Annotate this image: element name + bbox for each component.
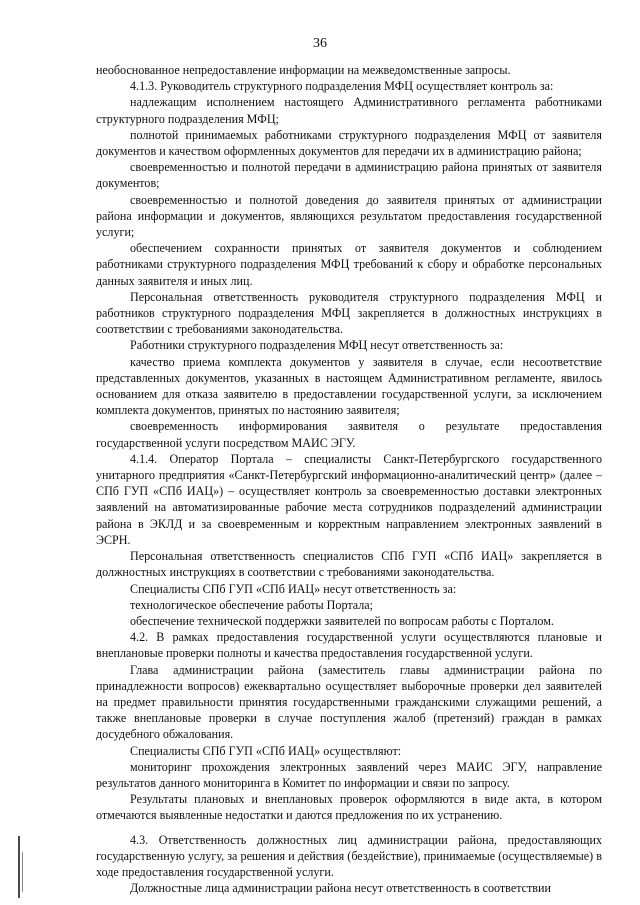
paragraph: необоснованное непредоставление информации на межведомственные запросы. — [96, 63, 511, 77]
paragraph: 4.2. В рамках предоставления государственной услуги осуществляются плановые и внеплановые проверки полноты и качества предоставления государственной услуги. — [96, 630, 602, 661]
paragraph: качество приема комплекта документов у заявителя в случае, если несоответствие представленных документов, указанных в настоящем Административном регламенте, явилось основанием для отказа заявителю в предоставлении государственной услуги, за исключением комплекта документов, принятых по настоянию заявителя; — [96, 354, 602, 418]
paragraph: Специалисты СПб ГУП «СПб ИАЦ» осуществляют: — [130, 743, 402, 758]
paragraph: своевременностью и полнотой доведения до заявителя принятых от администрации района информации и документов, являющихся результатом предоставления государственной услуги; — [96, 192, 602, 240]
paragraph: обеспечением сохранности принятых от заявителя документов и соблюдением работниками структурного подразделения МФЦ требований к сбору и обработке персональных данных заявителя и иных лиц. — [96, 241, 602, 288]
paragraph: надлежащим исполнением настоящего Административного регламента работниками структурного подразделения МФЦ; — [96, 95, 602, 126]
page-number: 36 — [313, 36, 327, 51]
paragraph: обеспечение технической поддержки заявителей по вопросам работы с Порталом. — [130, 613, 554, 628]
paragraph: мониторинг прохождения электронных заявлений через МАИС ЭГУ, направление результатов данного мониторинга в Комитет по информации и связи по запросу. — [96, 759, 602, 790]
paragraph: Глава администрации района (заместитель главы администрации района по принадлежности вопросов) ежеквартально осуществляет выборочные проверки дел заявителей на предмет правильности принятия государственными гражданскими служащими решений, а также внеплановые проверки в случае поступления жалоб (претензий) граждан в рамках досудебного обжалования. — [96, 662, 602, 742]
scan-edge-mark — [22, 852, 23, 892]
paragraph: Персональная ответственность руководителя структурного подразделения МФЦ и работников структурного подразделения МФЦ закрепляется в должностных инструкциях в соответствии с требованиями законодательства. — [96, 289, 602, 337]
paragraph: 4.1.3. Руководитель структурного подразделения МФЦ осуществляет контроль за: — [130, 79, 554, 94]
paragraph: своевременность информирования заявителя о результате предоставления государственной услуги посредством МАИС ЭГУ. — [96, 419, 602, 450]
paragraph: 4.1.4. Оператор Портала – специалисты Санкт-Петербургского государственного унитарного предприятия «Санкт-Петербургский информационно-аналитический центр» (далее – СПб ГУП «СПб ИАЦ») – осуществляет контроль за своевременностью доставки электронных заявлений на автоматизированные рабочие места сотрудников подразделений администрации района в ЭКЛД и за своевременным и корректным направлением электронных заявлений в ЭСРН. — [96, 451, 602, 547]
paragraph: Персональная ответственность специалистов СПб ГУП «СПб ИАЦ» закрепляется в должностных инструкциях в соответствии с требованиями законодательства. — [96, 549, 602, 580]
paragraph: Специалисты СПб ГУП «СПб ИАЦ» несут ответственность за: — [130, 581, 457, 596]
paragraph: Работники структурного подразделения МФЦ несут ответственность за: — [130, 338, 504, 353]
document-body — [96, 62, 602, 896]
paragraph: технологическое обеспечение работы Портала; — [130, 597, 374, 612]
paragraph: 4.3. Ответственность должностных лиц администрации района, предоставляющих государственную услугу, за решения и действия (бездействие), принимаемые (осуществляемые) в ходе предоставления государственной услуги. — [96, 832, 602, 879]
paragraph: полнотой принимаемых работниками структурного подразделения МФЦ от заявителя документов и качеством оформленных документов для передачи их в администрацию района; — [96, 127, 602, 159]
paragraph: своевременностью и полнотой передачи в администрацию района принятых от заявителя документов; — [96, 160, 602, 191]
paragraph: Должностные лица администрации района несут ответственность в соответствии — [130, 881, 551, 896]
paragraph: Результаты плановых и внеплановых проверок оформляются в виде акта, в котором отмечаются выявленные недостатки и даются предложения по их устранению. — [96, 792, 602, 823]
scan-edge-mark — [18, 836, 20, 898]
